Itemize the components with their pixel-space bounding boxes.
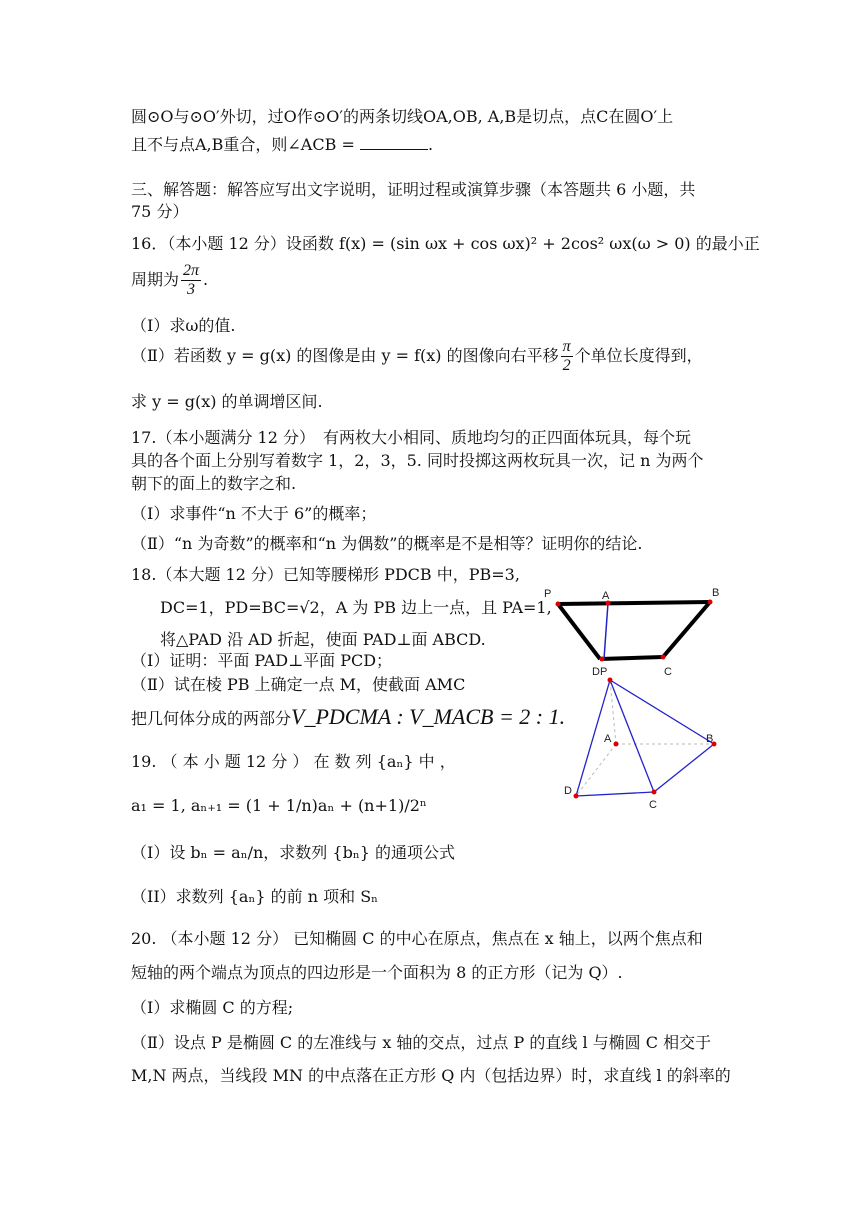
point-dp <box>600 657 605 662</box>
trapezoid-figure <box>544 587 719 678</box>
pyramid-label-a: A <box>604 733 612 745</box>
q16-part2-pre: （Ⅱ）若函数 y = g(x) 的图像是由 y = f(x) 的图像向右平移 <box>131 346 559 365</box>
q20-line1: 20. （本小题 12 分） 已知椭圆 C 的中心在原点，焦点在 x 轴上，以两个焦点和 <box>131 929 703 948</box>
edge-ad <box>604 603 608 659</box>
pyramid-label-c: C <box>649 799 657 811</box>
q20-part2: （Ⅱ）设点 P 是椭圆 C 的左准线与 x 轴的交点，过点 P 的直线 l 与椭圆 C 相交于 <box>131 1033 712 1052</box>
pyramid-point-p <box>608 678 613 683</box>
q17-part1: （Ⅰ）求事件“n 不大于 6”的概率； <box>131 504 377 523</box>
q17-line2: 具的各个面上分别写着数字 1，2，3，5. 同时投掷这两枚玩具一次，记 n 为两个 <box>131 451 704 470</box>
section3-line2: 75 分） <box>131 202 189 221</box>
q17-part2: （Ⅱ）“n 为奇数”的概率和“n 为偶数”的概率是不是相等？证明你的结论. <box>131 534 643 553</box>
q15-line2-text: 且不与点A,B重合，则∠ACB = <box>131 135 355 154</box>
edge-p-c <box>610 680 654 792</box>
label-p: P <box>544 588 552 600</box>
label-b: B <box>712 587 720 599</box>
q18-line3: 将△PAD 沿 AD 折起，使面 PAD⊥面 ABCD. <box>160 630 486 649</box>
pyramid-point-a <box>614 742 619 747</box>
point-c <box>661 655 666 660</box>
q17-line3: 朝下的面上的数字之和. <box>131 474 297 493</box>
edge-d-c <box>576 792 654 796</box>
pyramid-point-d <box>574 794 579 799</box>
pyramid-label-b: B <box>706 733 714 745</box>
q19-line1: 19. （ 本 小 题 12 分 ） 在 数 列 {aₙ} 中 ， <box>131 752 456 771</box>
q16-part2-line2: 求 y = g(x) 的单调增区间. <box>131 392 323 411</box>
q18-line1: 18.（本大题 12 分）已知等腰梯形 PDCB 中，PB=3, <box>131 565 520 584</box>
q19-part1: （I）设 bₙ = aₙ/n，求数列 {bₙ} 的通项公式 <box>131 843 456 862</box>
shift-num: π <box>562 338 571 355</box>
answer-blank <box>360 135 428 150</box>
label-dp: DP <box>592 666 608 678</box>
edge-pd <box>558 604 600 659</box>
hidden-edge-ad <box>576 744 616 796</box>
edge-dc <box>600 657 663 659</box>
q16-part1: （Ⅰ）求ω的值. <box>131 316 236 335</box>
q16-period-label: 周期为 <box>131 270 180 289</box>
q15-line1: 圆⊙O与⊙O′外切，过O作⊙O′的两条切线OA,OB, A,B是切点，点C在圆O′上 <box>131 107 674 126</box>
q16-part2 <box>131 338 703 375</box>
edge-c-b <box>654 744 714 792</box>
q17-line1: 17.（本小题满分 12 分） 有两枚大小相同、质地均匀的正四面体玩具，每个玩 <box>131 428 691 447</box>
q20-part1: （Ⅰ）求椭圆 C 的方程; <box>131 998 294 1017</box>
q19-line2: a₁ = 1, aₙ₊₁ = (1 + 1/n)aₙ + (n+1)/2ⁿ <box>131 796 427 815</box>
q20-line2: 短轴的两个端点为顶点的四边形是一个面积为 8 的正方形（记为 Q）. <box>131 963 623 982</box>
point-b <box>708 600 713 605</box>
q18-part2-line2 <box>131 702 565 734</box>
edge-p-b <box>610 680 714 744</box>
q16-part2-post: 个单位长度得到， <box>574 346 703 365</box>
q18-part2-line2-pre: 把几何体分成的两部分 <box>131 709 292 728</box>
volume-ratio: V_PDCMA : V_MACB = 2 : 1. <box>291 704 566 729</box>
geometry-figure <box>540 582 730 812</box>
edge-cb <box>663 602 710 657</box>
q15-line2: 且不与点A,B重合，则∠ACB = . <box>131 135 434 154</box>
shift-den: 2 <box>562 357 571 374</box>
pyramid-label-d: D <box>564 785 572 797</box>
period-den: 3 <box>187 281 196 298</box>
section3-line1: 三、解答题：解答应写出文字说明，证明过程或演算步骤（本答题共 6 小题，共 <box>131 180 696 199</box>
q18-part1: （Ⅰ）证明：平面 PAD⊥平面 PCD； <box>131 651 393 670</box>
q18-line2: DC=1，PD=BC=√2，A 为 PB 边上一点，且 PA=1, <box>160 598 552 617</box>
pyramid-point-c <box>652 790 657 795</box>
point-p <box>556 602 561 607</box>
pyramid-figure <box>564 678 717 812</box>
q16-line1: 16．（本小题 12 分）设函数 f(x) = (sin ωx + cos ωx)² + 2cos² ωx(ω > 0) 的最小正 <box>131 234 760 253</box>
q19-part2: （II）求数列 {aₙ} 的前 n 项和 Sₙ <box>131 887 379 906</box>
label-c: C <box>664 666 672 678</box>
shift-fraction <box>561 338 573 375</box>
period-fraction <box>181 262 201 299</box>
period-num: 2π <box>183 262 200 279</box>
q18-part2: （Ⅱ）试在棱 PB 上确定一点 M，使截面 AMC <box>131 675 466 694</box>
label-a: A <box>602 590 610 602</box>
q20-part2-line2: M,N 两点，当线段 MN 的中点落在正方形 Q 内（包括边界）时，求直线 l 的斜率的 <box>131 1066 731 1085</box>
edge-pb <box>558 602 710 604</box>
q16-line2: 周期为 $\frac{2\pi}{3}$ . <box>131 262 209 298</box>
